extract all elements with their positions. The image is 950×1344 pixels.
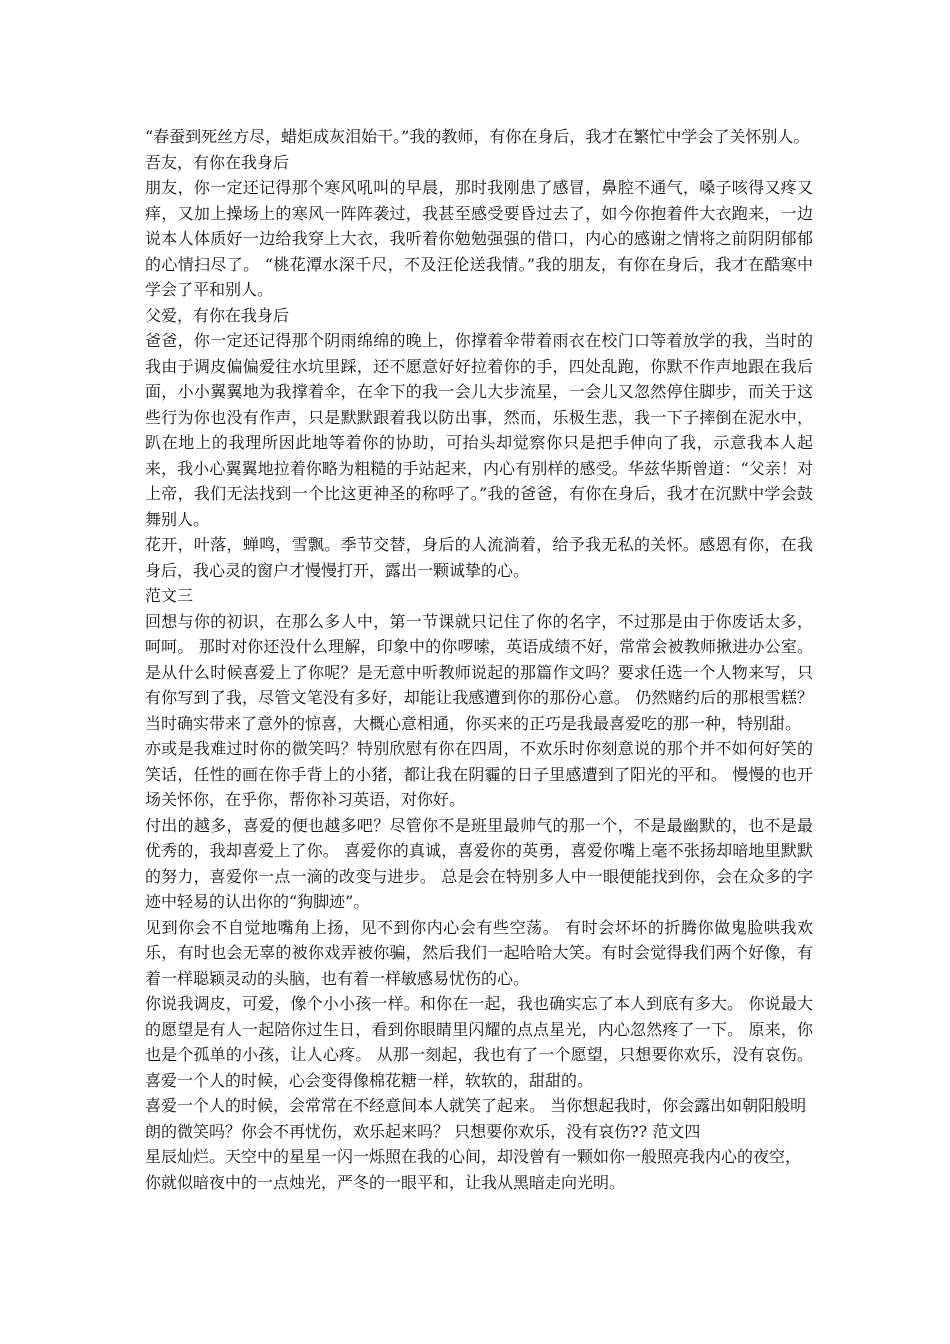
section-heading-friend: 吾友，有你在我身后 — [145, 152, 290, 172]
paragraph-poem-teacher: “春蚕到死丝方尽，蜡炬成灰泪始干。”我的教师，有你在身后，我才在繁忙中学会了关怀别人。 — [145, 127, 810, 146]
paragraph-childlike: 你说我调皮，可爱，像个小小孩一样。和你在一起，我也确实忘了本人到底有多大。 你说最大的愿望是有人一起陪你过生日，看到你眼睛里闪耀的点点星光，内心忽然疼了一下。 原来，你也是个孤单的小孩，让人心疼。 从那一刻起，我也有了一个愿望，只想要你欢乐，没有哀伤。 喜爱一个人的时候，心会变得像棉花糖一样，软软的，甜甜的。 — [145, 994, 813, 1090]
paragraph-smile: 亦或是我难过时你的微笑吗？特别欣慰有你在四周，不欢乐时你刻意说的那个并不如何好笑的笑话，任性的画在你手背上的小猪，都让我在阴霾的日子里感遭到了阳光的平和。 慢慢的也开场关怀你，在乎你，帮你补习英语，对你好。 — [145, 739, 813, 809]
section-heading-father: 父爱，有你在我身后 — [145, 305, 290, 325]
section-heading-essay-three: 范文三 — [145, 586, 194, 605]
paragraph-seasons: 花开，叶落，蝉鸣，雪飘。季节交替，身后的人流淌着，给予我无私的关怀。感恩有你，在我身后，我心灵的窗户才慢慢打开，露出一颗诚挚的心。 — [145, 535, 813, 580]
paragraph-first-meeting: 回想与你的初识，在那么多人中，第一节课就只记住了你的名字，不过那是由于你废话太多，呵呵。 那时对你还没什么理解，印象中的你啰嗦，英语成绩不好，常常会被教师揪进办公室。 是从什么时候喜爱上了你呢？是无意中听教师说起的那篇作文吗？要求任选一个人物来写，只有你写到了我，尽管文笔没有多好，却能让我感遭到你的那份心意。 仍然赌约后的那根雪糕？当时确实带来了意外的惊喜，大概心意相通，你买来的正巧是我最喜爱吃的那一种，特别甜。 — [145, 611, 813, 733]
paragraph-seeing-you: 见到你会不自觉地嘴角上扬，见不到你内心会有些空荡。 有时会坏坏的折腾你做鬼脸哄我欢乐，有时也会无辜的被你戏弄被你骗，然后我们一起哈哈大笑。有时会觉得我们两个好像，有着一样聪颖灵动的头脑，也有着一样敏感易忧伤的心。 — [145, 917, 813, 988]
paragraph-father: 爸爸，你一定还记得那个阴雨绵绵的晚上，你撑着伞带着雨衣在校门口等着放学的我，当时的我由于调皮偏偏爱往水坑里踩，还不愿意好好拉着你的手，四处乱跑，你默不作声地跟在我后面，小小翼翼地为我撑着伞，在伞下的我一会儿大步流星，一会儿又忽然停住脚步，而关于这些行为你也没有作声，只是默默跟着我以防出事，然而，乐极生悲，我一下子摔倒在泥水中，趴在地上的我理所因此地等着你的协助，可抬头却觉察你只是把手伸向了我，示意我本人起来，我小心翼翼地拉着你略为粗糙的手站起来，内心有别样的感受。华兹华斯曾道：“父亲！对上帝，我们无法找到一个比这更神圣的称呼了。”我的爸爸，有你在身后，我才在沉默中学会鼓舞别人。 — [145, 331, 813, 529]
document-body — [145, 124, 813, 1195]
paragraph-stars: 星辰灿烂。天空中的星星一闪一烁照在我的心间，却没曾有一颗如你一般照亮我内心的夜空，你就似暗夜中的一点烛光，严冬的一眼平和，让我从黑暗走向光明。 — [145, 1147, 802, 1192]
paragraph-giving: 付出的越多，喜爱的便也越多吧？尽管你不是班里最帅气的那一个，不是最幽默的，也不是最优秀的，我却喜爱上了你。 喜爱你的真诚，喜爱你的英勇，喜爱你嘴上毫不张扬却暗地里默默的努力，喜爱你一点一滴的改变与进步。 总是会在特别多人中一眼便能找到你，会在众多的字迹中轻易的认出你的“狗脚迹”。 — [145, 815, 813, 911]
paragraph-friend: 朋友，你一定还记得那个寒风吼叫的早晨，那时我刚患了感冒，鼻腔不通气，嗓子咳得又疼又痒，又加上操场上的寒风一阵阵袭过，我甚至感受要昏过去了，如今你抱着件大衣跑来，一边说本人体质好一边给我穿上大衣，我听着你勉勉强强的借口，内心的感谢之情将之前阴阴郁郁的心情扫尽了。 “桃花潭水深千尺，不及汪伦送我情。”我的朋友，有你在身后，我才在酷寒中学会了平和别人。 — [145, 178, 813, 299]
paragraph-liking-someone: 喜爱一个人的时候，会常常在不经意间本人就笑了起来。 当你想起我时，你会露出如朝阳般明朗的微笑吗？你会不再忧伤，欢乐起来吗？ 只想要你欢乐，没有哀伤?? 范文四 — [145, 1096, 807, 1141]
